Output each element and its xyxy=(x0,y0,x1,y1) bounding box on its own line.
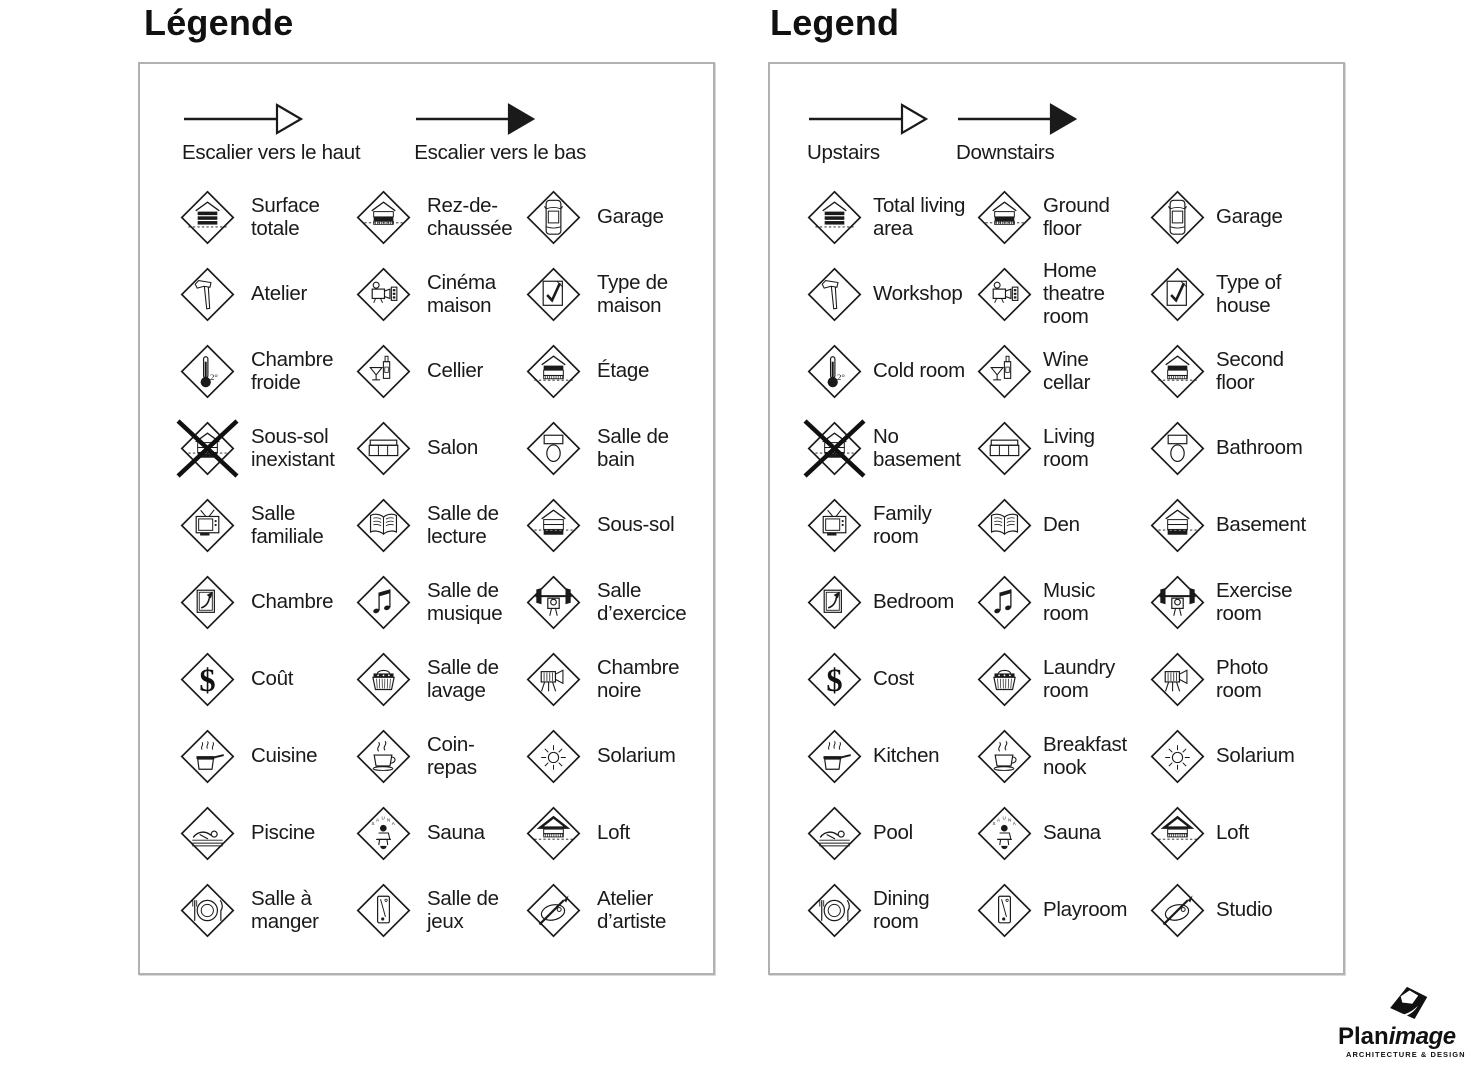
legend-item xyxy=(1150,795,1343,872)
stair-down-legend xyxy=(414,102,586,165)
wine-icon xyxy=(977,344,1032,399)
legend-item xyxy=(1150,487,1343,564)
hammer-icon xyxy=(180,267,235,322)
upstairs-arrow-icon xyxy=(807,102,929,136)
legend-item xyxy=(180,256,356,333)
legend-item xyxy=(180,795,356,872)
planimage-logo xyxy=(1338,986,1476,1059)
legend-item-label: Playroom xyxy=(1043,898,1128,922)
legend-item xyxy=(1150,410,1343,487)
bedroom-icon xyxy=(180,575,235,630)
legend-item-label: Surface totale xyxy=(251,193,320,240)
legend-item xyxy=(977,795,1150,872)
downstairs-arrow-icon xyxy=(956,102,1078,136)
legend-item-label: Sauna xyxy=(1043,821,1101,845)
pot-icon xyxy=(807,729,862,784)
legend-item xyxy=(977,256,1150,333)
legend-item xyxy=(807,641,977,718)
legend-item-label: Salle de musique xyxy=(427,578,503,625)
legend-item-label: Solarium xyxy=(597,744,676,768)
house-ground-icon xyxy=(977,190,1032,245)
svg-text:A: A xyxy=(997,817,1001,823)
legend-item xyxy=(1150,256,1343,333)
legend-item xyxy=(977,641,1150,718)
legend-item-label: Salle familiale xyxy=(251,501,324,548)
legend-item-label: Family room xyxy=(873,501,932,548)
cup-icon xyxy=(977,729,1032,784)
legend-item xyxy=(807,410,977,487)
barbell-icon xyxy=(526,575,581,630)
hammer-icon xyxy=(807,267,862,322)
house-loft-icon xyxy=(526,806,581,861)
legend-item-label: Music room xyxy=(1043,578,1096,625)
house-second-icon xyxy=(526,344,581,399)
plate-icon xyxy=(807,883,862,938)
legend-item-label: Cellier xyxy=(427,359,483,383)
pool-table-icon xyxy=(977,883,1032,938)
projector-icon xyxy=(977,267,1032,322)
legend-item xyxy=(1150,333,1343,410)
thermo-icon xyxy=(180,344,235,399)
upstairs-arrow-icon xyxy=(182,102,304,136)
laundry-icon xyxy=(977,652,1032,707)
legend-item-label: Exercise room xyxy=(1216,578,1293,625)
sauna-icon xyxy=(977,806,1032,861)
svg-text:A: A xyxy=(391,821,395,827)
legend-item xyxy=(356,564,526,641)
legend-item-label: Salle d’exercice xyxy=(597,578,687,625)
legend-item-label: Rez-de-chaussée xyxy=(427,193,513,240)
legend-item-label: Breakfast nook xyxy=(1043,732,1127,779)
svg-text:A: A xyxy=(1012,821,1016,827)
house-total-icon xyxy=(807,190,862,245)
barbell-icon xyxy=(1150,575,1205,630)
no-basement-icon xyxy=(180,421,235,476)
legend-item-label: Salle à manger xyxy=(251,886,319,933)
legend-item xyxy=(1150,872,1343,949)
legend-item xyxy=(526,872,713,949)
book-icon xyxy=(356,498,411,553)
legend-item xyxy=(977,872,1150,949)
camera-icon xyxy=(526,652,581,707)
legend-item-label: Sous-sol inexistant xyxy=(251,424,335,471)
tv-icon xyxy=(180,498,235,553)
logo-tagline: ARCHITECTURE & DESIGN xyxy=(1346,1050,1466,1059)
stair-up-legend xyxy=(182,102,360,165)
legend-item-label: Cold room xyxy=(873,359,965,383)
legend-item-label: Piscine xyxy=(251,821,315,845)
house-second-icon xyxy=(1150,344,1205,399)
house-basement-icon xyxy=(526,498,581,553)
legend-item xyxy=(526,410,713,487)
legend-item-label: Den xyxy=(1043,513,1080,537)
legend-item-label: Photo room xyxy=(1216,655,1269,702)
check-icon xyxy=(1150,267,1205,322)
legend-item xyxy=(526,179,713,256)
legend-item-label: Home theatre room xyxy=(1043,259,1105,328)
legend-item xyxy=(356,718,526,795)
legend-item xyxy=(356,410,526,487)
legend-item xyxy=(977,718,1150,795)
legend-item-label: Coin-repas xyxy=(427,732,477,779)
legend-item xyxy=(356,872,526,949)
legend-item xyxy=(180,179,356,256)
legend-item xyxy=(180,718,356,795)
sofa-icon xyxy=(977,421,1032,476)
house-total-icon xyxy=(180,190,235,245)
legend-item xyxy=(807,564,977,641)
legend-item xyxy=(977,333,1150,410)
legend-item xyxy=(1150,718,1343,795)
legend-item xyxy=(356,256,526,333)
legend-item xyxy=(526,487,713,564)
stair-up-legend xyxy=(807,102,929,165)
stair-label: Escalier vers le bas xyxy=(414,141,587,164)
house-loft-icon xyxy=(1150,806,1205,861)
legend-item-label: Coût xyxy=(251,667,294,691)
svg-text:N: N xyxy=(387,817,391,823)
legend-item-label: Laundry room xyxy=(1043,655,1115,702)
legend-item-label: Cinéma maison xyxy=(427,270,496,317)
legend-item xyxy=(807,333,977,410)
legend-item-label: Solarium xyxy=(1216,744,1295,768)
car-icon xyxy=(526,190,581,245)
sun-icon xyxy=(526,729,581,784)
book-icon xyxy=(977,498,1032,553)
legend-item xyxy=(1150,179,1343,256)
legend-item-label: Loft xyxy=(1216,821,1249,845)
legend-item-label: Salon xyxy=(427,436,478,460)
wine-icon xyxy=(356,344,411,399)
tv-icon xyxy=(807,498,862,553)
legend-item xyxy=(1150,641,1343,718)
swimmer-icon xyxy=(807,806,862,861)
legend-item xyxy=(807,256,977,333)
music-icon xyxy=(977,575,1032,630)
legend-item-label: Bathroom xyxy=(1216,436,1303,460)
stairs-legend-english xyxy=(807,102,1343,165)
legend-item xyxy=(807,872,977,949)
palette-icon xyxy=(526,883,581,938)
legend-item xyxy=(180,641,356,718)
legend-item-label: Type de maison xyxy=(597,270,668,317)
svg-text:$: $ xyxy=(199,662,216,699)
legend-panel-english xyxy=(768,62,1345,975)
downstairs-arrow-icon xyxy=(414,102,536,136)
cup-icon xyxy=(356,729,411,784)
stairs-legend-french xyxy=(182,102,713,165)
sun-icon xyxy=(1150,729,1205,784)
legend-item-label: Type of house xyxy=(1216,270,1282,317)
house-basement-icon xyxy=(1150,498,1205,553)
stair-label: Downstairs xyxy=(956,141,1055,164)
legend-item xyxy=(526,795,713,872)
legend-title-french: Légende xyxy=(144,2,294,43)
legend-item-label: Étage xyxy=(597,359,650,383)
legend-item xyxy=(807,487,977,564)
toilet-icon xyxy=(526,421,581,476)
legend-item-label: Pool xyxy=(873,821,913,845)
pool-table-icon xyxy=(356,883,411,938)
legend-item-label: Chambre xyxy=(251,590,334,614)
legend-item-label: Sauna xyxy=(427,821,485,845)
legend-item xyxy=(807,718,977,795)
car-icon xyxy=(1150,190,1205,245)
legend-item-label: Loft xyxy=(597,821,630,845)
legend-grid-french xyxy=(180,179,713,949)
check-icon xyxy=(526,267,581,322)
legend-item-label: Sous-sol xyxy=(597,513,675,537)
legend-item-label: Atelier xyxy=(251,282,308,306)
legend-item-label: Bedroom xyxy=(873,590,955,614)
legend-item-label: Cuisine xyxy=(251,744,318,768)
stair-down-legend xyxy=(956,102,1078,165)
legend-item-label: Garage xyxy=(1216,205,1283,229)
legend-title-english: Legend xyxy=(770,2,900,43)
logo-brand xyxy=(1338,1025,1476,1049)
svg-text:A: A xyxy=(376,817,380,823)
bedroom-icon xyxy=(807,575,862,630)
legend-item xyxy=(526,333,713,410)
legend-item-label: Workshop xyxy=(873,282,963,306)
music-icon xyxy=(356,575,411,630)
palette-icon xyxy=(1150,883,1205,938)
svg-text:N: N xyxy=(1008,817,1012,823)
legend-item xyxy=(977,564,1150,641)
legend-item xyxy=(977,179,1150,256)
legend-item-label: Garage xyxy=(597,205,664,229)
legend-grid-english xyxy=(807,179,1343,949)
legend-item xyxy=(180,410,356,487)
svg-text:2°: 2° xyxy=(836,371,845,382)
pot-icon xyxy=(180,729,235,784)
legend-panel-french xyxy=(138,62,715,975)
legend-item xyxy=(526,256,713,333)
thermo-icon xyxy=(807,344,862,399)
legend-item xyxy=(180,872,356,949)
legend-item xyxy=(807,795,977,872)
camera-icon xyxy=(1150,652,1205,707)
legend-item-label: Kitchen xyxy=(873,744,940,768)
legend-item xyxy=(807,179,977,256)
legend-item xyxy=(977,410,1150,487)
sauna-icon xyxy=(356,806,411,861)
plate-icon xyxy=(180,883,235,938)
legend-item-label: Total living area xyxy=(873,193,966,240)
legend-item-label: Wine cellar xyxy=(1043,347,1091,394)
legend-item-label: Living room xyxy=(1043,424,1095,471)
no-basement-icon xyxy=(807,421,862,476)
legend-item-label: Salle de jeux xyxy=(427,886,499,933)
legend-item-label: Basement xyxy=(1216,513,1306,537)
stair-label: Escalier vers le haut xyxy=(182,141,361,164)
swimmer-icon xyxy=(180,806,235,861)
legend-item-label: Cost xyxy=(873,667,914,691)
legend-item-label: Chambre noire xyxy=(597,655,680,702)
laundry-icon xyxy=(356,652,411,707)
dollar-icon xyxy=(180,652,235,707)
svg-text:$: $ xyxy=(826,662,843,699)
legend-item xyxy=(977,487,1150,564)
dollar-icon xyxy=(807,652,862,707)
legend-item xyxy=(356,179,526,256)
legend-item xyxy=(526,641,713,718)
legend-item-label: Ground floor xyxy=(1043,193,1110,240)
legend-item xyxy=(356,641,526,718)
legend-item xyxy=(356,795,526,872)
legend-item-label: Salle de lecture xyxy=(427,501,499,548)
svg-text:U: U xyxy=(381,815,385,821)
toilet-icon xyxy=(1150,421,1205,476)
legend-item xyxy=(526,564,713,641)
legend-item-label: Chambre froide xyxy=(251,347,334,394)
svg-text:U: U xyxy=(1002,815,1006,821)
legend-item xyxy=(1150,564,1343,641)
house-ground-icon xyxy=(356,190,411,245)
logo-brand-image: image xyxy=(1388,1023,1456,1050)
svg-text:S: S xyxy=(371,821,375,827)
legend-item xyxy=(526,718,713,795)
legend-item xyxy=(180,564,356,641)
svg-text:S: S xyxy=(992,821,996,827)
legend-item-label: Dining room xyxy=(873,886,930,933)
sofa-icon xyxy=(356,421,411,476)
legend-item-label: Second floor xyxy=(1216,347,1284,394)
legend-item-label: Atelier d’artiste xyxy=(597,886,667,933)
projector-icon xyxy=(356,267,411,322)
legend-item-label: Salle de lavage xyxy=(427,655,499,702)
legend-item xyxy=(356,487,526,564)
logo-brand-plan: Plan xyxy=(1338,1023,1389,1050)
stair-label: Upstairs xyxy=(807,141,880,164)
legend-item xyxy=(180,333,356,410)
legend-item-label: No basement xyxy=(873,424,961,471)
legend-item-label: Salle de bain xyxy=(597,424,669,471)
legend-item xyxy=(180,487,356,564)
legend-item xyxy=(356,333,526,410)
svg-text:2°: 2° xyxy=(209,371,218,382)
legend-item-label: Studio xyxy=(1216,898,1273,922)
